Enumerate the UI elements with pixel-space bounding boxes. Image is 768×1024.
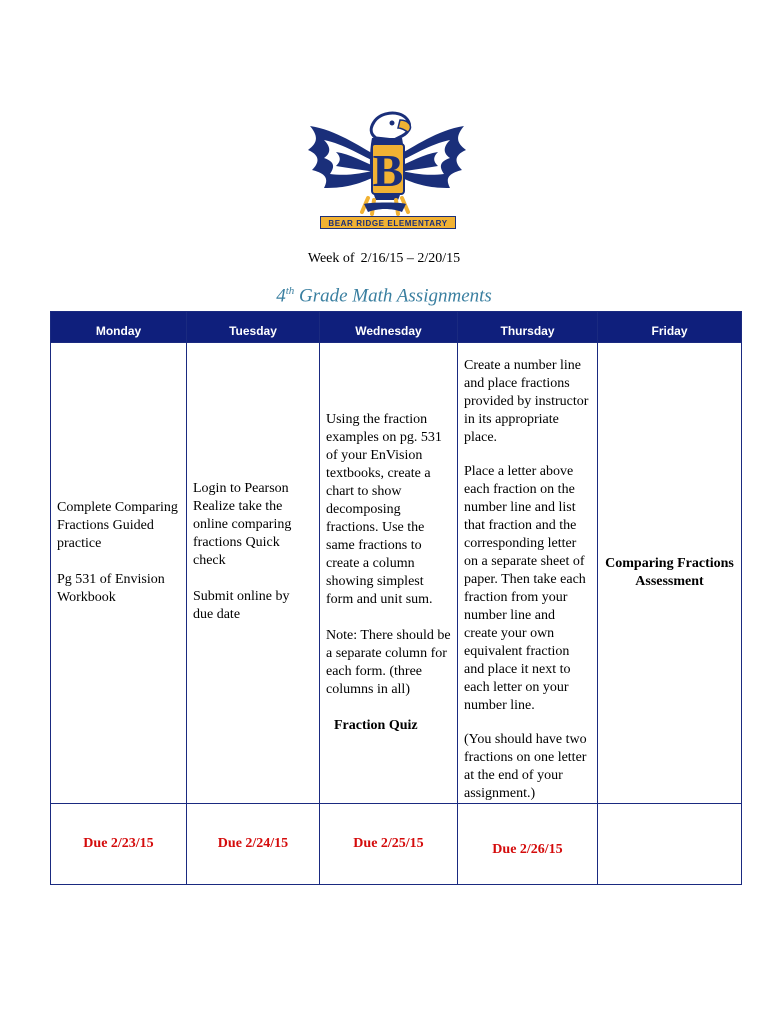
title-text: Grade Math Assignments bbox=[299, 285, 492, 307]
page-title bbox=[0, 285, 768, 307]
school-logo bbox=[302, 108, 472, 232]
wednesday-note: Note: There should be a separate column for each form. (three columns in all) bbox=[326, 628, 451, 697]
wednesday-task: Using the fraction examples on pg. 531 of your EnVision textbooks, create a chart to show decomposing fractions. Use the same fractions to create a column showing simplest form and unit sum. bbox=[326, 412, 442, 607]
header-tuesday: Tuesday bbox=[187, 312, 320, 343]
week-line bbox=[0, 251, 768, 267]
title-ordinal: 4 bbox=[276, 285, 286, 307]
due-date: Due 2/26/15 bbox=[492, 842, 563, 857]
table-row-due-dates bbox=[51, 804, 742, 885]
cell-thursday bbox=[458, 343, 598, 804]
thursday-instructions: Place a letter above each fraction on the number line and list that fraction and the corresponding letter on a separate sheet of paper. Then take each fraction from your number line and create your own equivalent fraction and place it next to each letter on your number line. bbox=[464, 464, 586, 713]
week-label: Week of bbox=[307, 251, 355, 266]
tuesday-task: Login to Pearson Realize take the online comparing fractions Quick check bbox=[193, 481, 292, 568]
due-wednesday bbox=[320, 804, 458, 885]
due-monday bbox=[51, 804, 187, 885]
logo-letter: B bbox=[372, 145, 404, 196]
monday-workbook: Pg 531 of Envision Workbook bbox=[57, 572, 165, 605]
cell-tuesday bbox=[187, 343, 320, 804]
due-friday bbox=[598, 804, 742, 885]
table-row-assignments bbox=[51, 343, 742, 804]
eagle-icon bbox=[302, 108, 472, 232]
header-monday: Monday bbox=[51, 312, 187, 343]
due-date: Due 2/24/15 bbox=[217, 836, 289, 851]
header-wednesday: Wednesday bbox=[320, 312, 458, 343]
due-thursday bbox=[458, 804, 598, 885]
monday-task: Complete Comparing Fractions Guided practice bbox=[57, 500, 178, 551]
header-thursday: Thursday bbox=[458, 312, 598, 343]
cell-monday bbox=[51, 343, 187, 804]
title-ordinal-suffix: th bbox=[285, 285, 295, 297]
table-header-row bbox=[51, 312, 742, 343]
assignment-table bbox=[50, 311, 742, 885]
header-friday: Friday bbox=[598, 312, 742, 343]
school-name-banner: BEAR RIDGE ELEMENTARY bbox=[320, 216, 456, 229]
due-date: Due 2/25/15 bbox=[353, 836, 424, 851]
thursday-note: (You should have two fractions on one letter at the end of your assignment.) bbox=[464, 732, 587, 801]
due-date: Due 2/23/15 bbox=[83, 836, 154, 851]
friday-assessment: Comparing Fractions Assessment bbox=[605, 556, 734, 589]
week-dates: 2/16/15 – 2/20/15 bbox=[360, 251, 461, 266]
thursday-task: Create a number line and place fractions provided by instructor in its appropriate place. bbox=[464, 358, 589, 445]
tuesday-submit: Submit online by due date bbox=[193, 589, 290, 622]
wednesday-quiz: Fraction Quiz bbox=[334, 718, 418, 733]
cell-wednesday bbox=[320, 343, 458, 804]
cell-friday bbox=[598, 343, 742, 804]
due-tuesday bbox=[187, 804, 320, 885]
